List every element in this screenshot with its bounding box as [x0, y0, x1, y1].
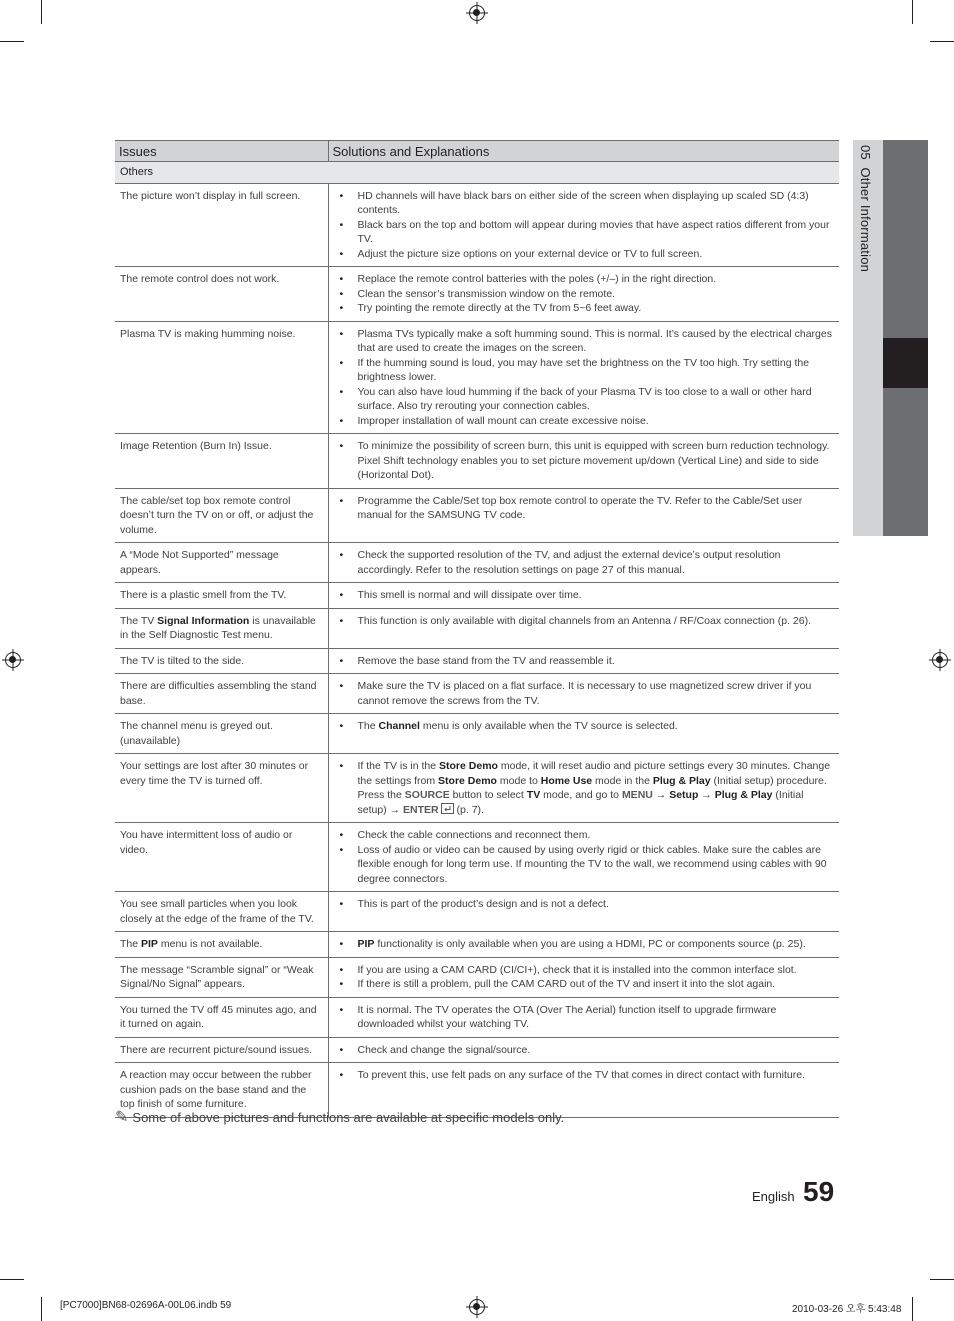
crop-mark — [0, 1279, 24, 1280]
solution-cell — [328, 957, 839, 997]
group-label: Others — [115, 162, 839, 184]
troubleshooting-table — [115, 140, 839, 1118]
crop-mark — [41, 0, 42, 24]
crop-mark — [930, 41, 954, 42]
solution-item — [337, 385, 835, 414]
solution-list — [337, 614, 835, 629]
text-run: functionality is only available when you are using a HDMI, PC or components source (p. 25). — [374, 938, 806, 950]
chapter-number: 05 — [858, 145, 873, 160]
table-row — [115, 823, 839, 892]
footer-timestamp: 2010-03-26 오후 5:43:48 — [792, 1304, 902, 1315]
page-language: English — [752, 1189, 795, 1204]
text-run: button to select — [449, 789, 527, 801]
table-row — [115, 608, 839, 648]
solution-list — [337, 189, 835, 262]
button-name: SOURCE — [404, 789, 450, 801]
group-row — [115, 162, 839, 184]
text-run: This function is only available with digital channels from an Antenna / RF/Coax connection (p. 26). — [357, 614, 811, 627]
solution-item — [337, 963, 835, 978]
text-run: To minimize the possibility of screen burn, this unit is equipped with screen burn reduction technology. Pixel Shift technology enables you to set picture movement up/down (Vertical Line) and side to side (Horizontal Dot). — [357, 440, 830, 481]
issue-cell — [115, 488, 328, 543]
table-row — [115, 932, 839, 958]
solution-list — [337, 828, 835, 886]
text-run: (p. 7). — [453, 803, 484, 816]
text-run: The TV — [120, 614, 158, 627]
issue-cell — [115, 1037, 328, 1063]
chapter-title: Other Information — [858, 167, 873, 273]
text-run: Clean the sensor’s transmission window on the remote. — [357, 287, 616, 300]
bold-term: Signal Information — [157, 614, 250, 627]
issue-cell — [115, 434, 328, 489]
table-row — [115, 543, 839, 583]
solution-item — [337, 614, 835, 629]
solution-cell — [328, 267, 839, 322]
solution-item — [337, 937, 835, 952]
solution-item — [337, 977, 835, 992]
solution-list — [337, 588, 835, 603]
issue-cell — [115, 183, 328, 267]
solution-list — [337, 1068, 835, 1083]
text-run: You have intermittent loss of audio or video. — [120, 829, 293, 856]
text-run: mode to — [496, 774, 541, 787]
text-run: You turned the TV off 45 minutes ago, and it turned on again. — [120, 1003, 317, 1030]
text-run: The cable/set top box remote control doesn’t turn the TV on or off, or adjust the volume. — [120, 494, 314, 536]
text-run: mode, it will reset audio and picture settings every 30 minutes. Change the settings from — [357, 760, 831, 787]
issue-cell — [115, 674, 328, 714]
text-run: Check the supported resolution of the TV, and adjust the external device’s output resolution accordingly. Refer to the resolution settings on page 27 of this manual. — [357, 549, 781, 576]
text-run: Image Retention (Burn In) Issue. — [120, 440, 272, 452]
bold-term: PIP — [141, 938, 158, 950]
text-run: mode in the — [592, 774, 653, 787]
text-run: Black bars on the top and bottom will appear during movies that have aspect ratios different from your TV. — [357, 218, 830, 245]
text-run: mode, and go to — [540, 789, 622, 801]
solution-item — [337, 356, 835, 385]
text-run: This smell is normal and will dissipate over time. — [357, 589, 582, 601]
text-run: Adjust the picture size options on your external device or TV to full screen. — [357, 247, 703, 260]
issue-cell — [115, 583, 328, 609]
text-run: Check the cable connections and reconnect them. — [357, 829, 591, 841]
table-row — [115, 321, 839, 434]
text-run: You can also have loud humming if the back of your Plasma TV is too close to a wall or other hard surface. Also try rerouting your connection cables. — [357, 385, 812, 412]
solution-list — [337, 272, 835, 316]
issue-cell — [115, 892, 328, 932]
text-run: There are difficulties assembling the stand base. — [120, 680, 317, 707]
solution-item — [337, 247, 835, 262]
solution-list — [337, 897, 835, 912]
text-run: (Initial setup) → — [357, 789, 804, 816]
text-run: There is a plastic smell from the TV. — [120, 589, 287, 601]
solution-item — [337, 1043, 835, 1058]
bold-term: TV — [526, 789, 541, 801]
issue-cell — [115, 648, 328, 674]
solution-item — [337, 189, 835, 218]
table-row — [115, 267, 839, 322]
solution-item — [337, 287, 835, 302]
page-number: 59 — [803, 1176, 835, 1207]
text-run: (Initial setup) procedure. Press the — [357, 774, 827, 801]
issue-cell — [115, 997, 328, 1037]
solution-item — [337, 843, 835, 887]
table-row — [115, 957, 839, 997]
solution-item — [337, 654, 835, 669]
crop-mark — [912, 0, 913, 24]
table-row — [115, 892, 839, 932]
text-run: The — [120, 938, 142, 950]
solution-cell — [328, 754, 839, 823]
solution-cell — [328, 488, 839, 543]
text-run: Programme the Cable/Set top box remote control to operate the TV. Refer to the Cable/Set user manual for the SAMSUNG TV code. — [357, 494, 803, 521]
solution-list — [337, 759, 835, 817]
text-run: A reaction may occur between the rubber cushion pads on the base stand and the top finish of some furniture. — [120, 1069, 312, 1110]
text-run: Remove the base stand from the TV and reassemble it. — [357, 654, 615, 667]
bold-term: Store Demo — [438, 774, 497, 787]
text-run: is unavailable in the Self Diagnostic Test menu. — [120, 614, 316, 641]
bold-term: PIP — [357, 938, 375, 950]
issue-cell — [115, 267, 328, 322]
solution-cell — [328, 583, 839, 609]
table-row — [115, 488, 839, 543]
table-row — [115, 434, 839, 489]
text-run: Loss of audio or video can be caused by using overly rigid or thick cables. Make sure the cables are flexible enough for long term use. If mounting the TV to the wall, we recommend using cables with 90 degree connectors. — [357, 843, 827, 885]
bold-term: Home Use — [540, 774, 593, 787]
text-run: The remote control does not work. — [120, 273, 280, 285]
crop-mark — [41, 1297, 42, 1321]
text-run: Improper installation of wall mount can create excessive noise. — [357, 414, 649, 427]
solution-item — [337, 679, 835, 708]
text-run: Plasma TVs typically make a soft humming sound. This is normal. It’s caused by the electrical charges that are used to create the images on the screen. — [357, 327, 832, 354]
table-row — [115, 997, 839, 1037]
table-row — [115, 714, 839, 754]
button-name: ENTER — [403, 803, 439, 816]
text-run: To prevent this, use felt pads on any surface of the TV that comes in direct contact with furniture. — [357, 1069, 805, 1081]
bold-term: Plug & Play — [652, 774, 711, 787]
table-row — [115, 183, 839, 267]
text-run: The message “Scramble signal” or “Weak Signal/No Signal” appears. — [120, 963, 314, 990]
solution-item — [337, 719, 835, 734]
table-header-row — [115, 141, 839, 162]
registration-mark-icon — [932, 652, 948, 668]
issue-cell — [115, 823, 328, 892]
solution-list — [337, 654, 835, 669]
solution-list — [337, 679, 835, 708]
footer-file: [PC7000]BN68-02696A-00L06.indb 59 — [60, 1300, 232, 1311]
issue-cell — [115, 321, 328, 434]
header-issues: Issues — [115, 141, 328, 162]
solution-cell — [328, 892, 839, 932]
table-row — [115, 674, 839, 714]
solution-item — [337, 327, 835, 356]
text-run: If the TV is in the — [357, 760, 440, 772]
solution-cell — [328, 932, 839, 958]
solution-cell — [328, 823, 839, 892]
solution-cell — [328, 183, 839, 267]
solution-item — [337, 439, 835, 483]
solution-cell — [328, 321, 839, 434]
crop-mark — [912, 1297, 913, 1321]
table-row — [115, 583, 839, 609]
text-run: This is part of the product’s design and is not a defect. — [357, 898, 609, 910]
table-row — [115, 754, 839, 823]
text-run: menu is only available when the TV source is selected. — [419, 720, 678, 732]
issue-cell — [115, 714, 328, 754]
chapter-tab-marker — [883, 338, 928, 388]
note-text: Some of above pictures and functions are available at specific models only. — [132, 1110, 565, 1125]
text-run: menu is not available. — [157, 938, 263, 950]
note-pencil-icon: ✎ — [115, 1109, 129, 1126]
registration-mark-icon — [469, 1299, 485, 1315]
solution-cell — [328, 1037, 839, 1063]
registration-mark-icon — [469, 5, 485, 21]
text-run: There are recurrent picture/sound issues. — [120, 1043, 313, 1056]
text-run: The picture won’t display in full screen. — [120, 189, 301, 202]
text-run: If there is still a problem, pull the CAM CARD out of the TV and insert it into the slot again. — [357, 978, 776, 990]
text-run: Check and change the signal/source. — [357, 1043, 531, 1056]
solution-list — [337, 439, 835, 483]
text-run: Make sure the TV is placed on a flat surface. It is necessary to use magnetized screw driver if you cannot remove the screws from the TV. — [357, 680, 812, 707]
solution-cell — [328, 608, 839, 648]
solution-item — [337, 272, 835, 287]
solution-item — [337, 759, 835, 817]
text-run: If you are using a CAM CARD (CI/CI+), check that it is installed into the common interface slot. — [357, 963, 797, 976]
solution-item — [337, 548, 835, 577]
button-name: MENU — [621, 789, 653, 801]
solution-item — [337, 301, 835, 316]
chapter-label — [858, 145, 878, 445]
solution-cell — [328, 543, 839, 583]
issue-cell — [115, 932, 328, 958]
bold-term: Channel — [378, 720, 420, 732]
bold-term: Store Demo — [439, 760, 498, 772]
bold-term: Setup — [669, 789, 699, 801]
text-run: A “Mode Not Supported” message appears. — [120, 549, 279, 576]
text-run: → — [698, 789, 715, 801]
solution-list — [337, 719, 835, 734]
solution-item — [337, 828, 835, 843]
text-run: Try pointing the remote directly at the TV from 5~6 feet away. — [357, 302, 642, 314]
solution-list — [337, 1043, 835, 1058]
solution-item — [337, 897, 835, 912]
solution-list — [337, 937, 835, 952]
solution-item — [337, 414, 835, 429]
text-run: The TV is tilted to the side. — [120, 654, 245, 667]
crop-mark — [0, 41, 24, 42]
solution-item — [337, 1003, 835, 1032]
solution-cell — [328, 674, 839, 714]
enter-icon — [441, 803, 454, 814]
text-run: Your settings are lost after 30 minutes or every time the TV is turned off. — [120, 760, 309, 787]
solution-cell — [328, 648, 839, 674]
text-run: → — [652, 789, 670, 801]
note — [115, 1107, 835, 1127]
issue-cell — [115, 754, 328, 823]
solution-cell — [328, 997, 839, 1037]
solution-cell — [328, 434, 839, 489]
solution-list — [337, 494, 835, 523]
solution-list — [337, 327, 835, 429]
crop-mark — [930, 1279, 954, 1280]
text-run: If the humming sound is loud, you may have set the brightness on the TV too high. Try setting the brightness lower. — [357, 356, 810, 383]
text-run: You see small particles when you look closely at the edge of the frame of the TV. — [120, 898, 314, 925]
solution-list — [337, 963, 835, 992]
text-run: The — [357, 720, 379, 732]
solution-cell — [328, 714, 839, 754]
text-run: The channel menu is greyed out. (unavailable) — [120, 720, 273, 747]
registration-mark-icon — [5, 652, 21, 668]
solution-list — [337, 1003, 835, 1032]
solution-item — [337, 218, 835, 247]
solution-item — [337, 1068, 835, 1083]
text-run: It is normal. The TV operates the OTA (Over The Aerial) function itself to upgrade firmware downloaded whilst your watching TV. — [357, 1003, 777, 1030]
table-row — [115, 1037, 839, 1063]
solution-item — [337, 494, 835, 523]
header-solutions: Solutions and Explanations — [328, 141, 839, 162]
issue-cell — [115, 957, 328, 997]
bold-term: Plug & Play — [714, 789, 773, 801]
solution-list — [337, 548, 835, 577]
issue-cell — [115, 608, 328, 648]
table-row — [115, 648, 839, 674]
solution-item — [337, 588, 835, 603]
text-run: HD channels will have black bars on either side of the screen when displaying up scaled SD (4:3) contents. — [357, 189, 809, 216]
text-run: Replace the remote control batteries with the poles (+/–) in the right direction. — [357, 273, 717, 285]
issue-cell — [115, 543, 328, 583]
text-run: Plasma TV is making humming noise. — [120, 327, 296, 340]
